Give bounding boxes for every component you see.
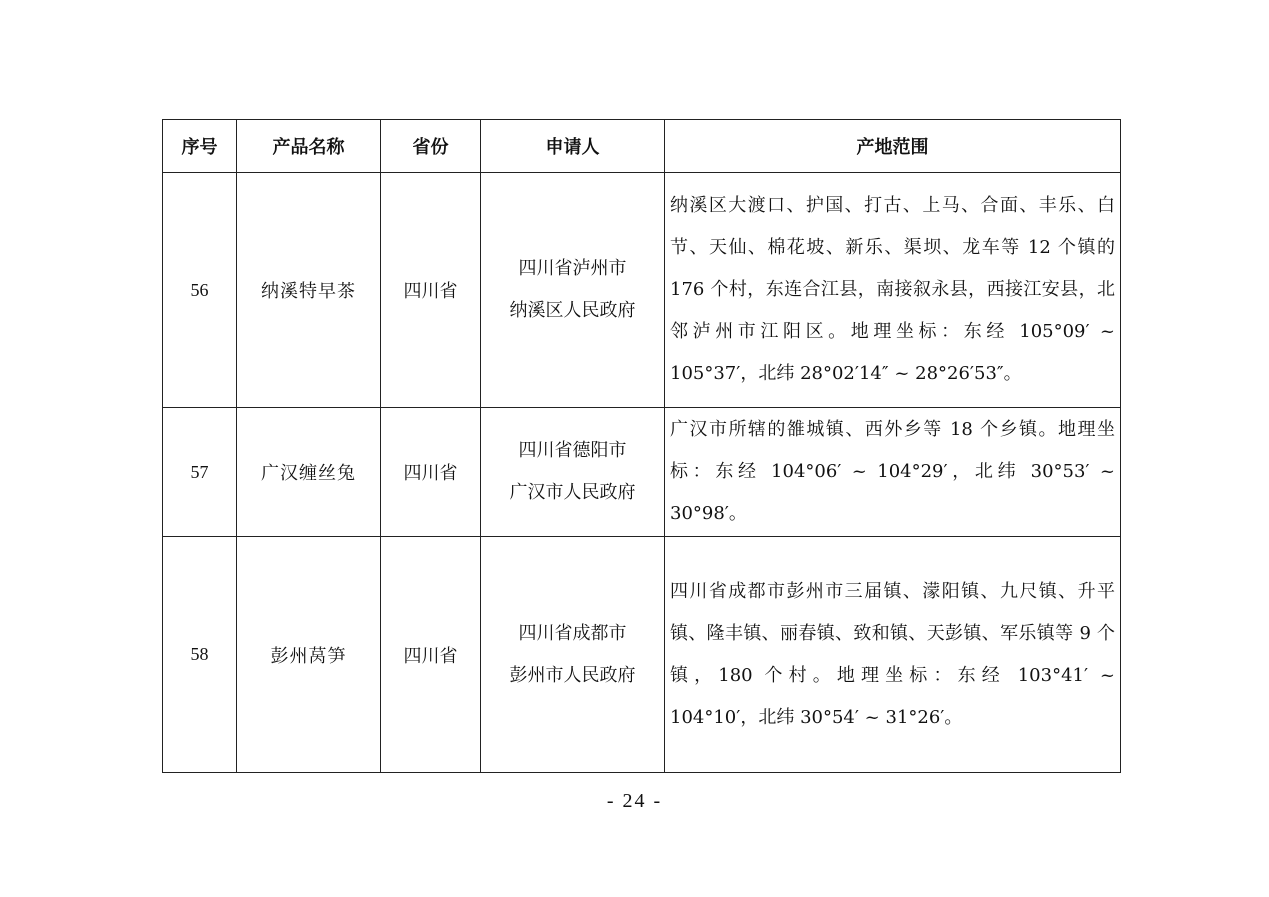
row-province: 四川省 bbox=[381, 537, 481, 773]
row-product-name: 广汉缠丝兔 bbox=[237, 408, 381, 537]
header-applicant: 申请人 bbox=[481, 120, 665, 173]
applicant-line-2: 纳溪区人民政府 bbox=[509, 300, 636, 321]
row-product-name: 纳溪特早茶 bbox=[237, 173, 381, 408]
table-row bbox=[163, 408, 1121, 537]
row-index: 56 bbox=[163, 173, 237, 408]
applicant-line-1: 四川省泸州市 bbox=[518, 258, 627, 279]
row-product-name: 彭州莴笋 bbox=[237, 537, 381, 773]
applicant-line-1: 四川省德阳市 bbox=[518, 440, 627, 461]
applicant-line-2: 广汉市人民政府 bbox=[509, 482, 636, 503]
row-province: 四川省 bbox=[381, 173, 481, 408]
page-number: - 24 - bbox=[606, 790, 663, 812]
row-applicant bbox=[481, 537, 665, 773]
row-origin-scope: 纳溪区大渡口、护国、打古、上马、合面、丰乐、白节、天仙、棉花坡、新乐、渠坝、龙车等 12 个镇的 176 个村，东连合江县，南接叙永县，西接江安县，北邻泸州市江阳区。地理坐标：东经 105°09′ ~ 105°37′，北纬 28°02′14″ ~ 28°26′53″。 bbox=[665, 173, 1121, 408]
table-header-row bbox=[163, 120, 1121, 173]
row-origin-scope: 四川省成都市彭州市三届镇、濛阳镇、九尺镇、升平镇、隆丰镇、丽春镇、致和镇、天彭镇、军乐镇等 9 个镇，180 个村。地理坐标：东经 103°41′ ~ 104°10′，北纬 30°54′ ~ 31°26′。 bbox=[665, 537, 1121, 773]
product-origin-table bbox=[162, 119, 1121, 773]
row-province: 四川省 bbox=[381, 408, 481, 537]
row-applicant bbox=[481, 173, 665, 408]
row-applicant bbox=[481, 408, 665, 537]
applicant-line-1: 四川省成都市 bbox=[518, 622, 627, 644]
header-product-name: 产品名称 bbox=[237, 120, 381, 173]
table-row bbox=[163, 173, 1121, 408]
table-row bbox=[163, 537, 1121, 773]
applicant-line-2: 彭州市人民政府 bbox=[509, 664, 636, 686]
row-index: 57 bbox=[163, 408, 237, 537]
header-origin-scope: 产地范围 bbox=[665, 120, 1121, 173]
header-province: 省份 bbox=[381, 120, 481, 173]
header-index: 序号 bbox=[163, 120, 237, 173]
row-index: 58 bbox=[163, 537, 237, 773]
row-origin-scope: 广汉市所辖的雒城镇、西外乡等 18 个乡镇。地理坐标：东经 104°06′ ~ 104°29′，北纬 30°53′ ~ 30°98′。 bbox=[665, 408, 1121, 537]
